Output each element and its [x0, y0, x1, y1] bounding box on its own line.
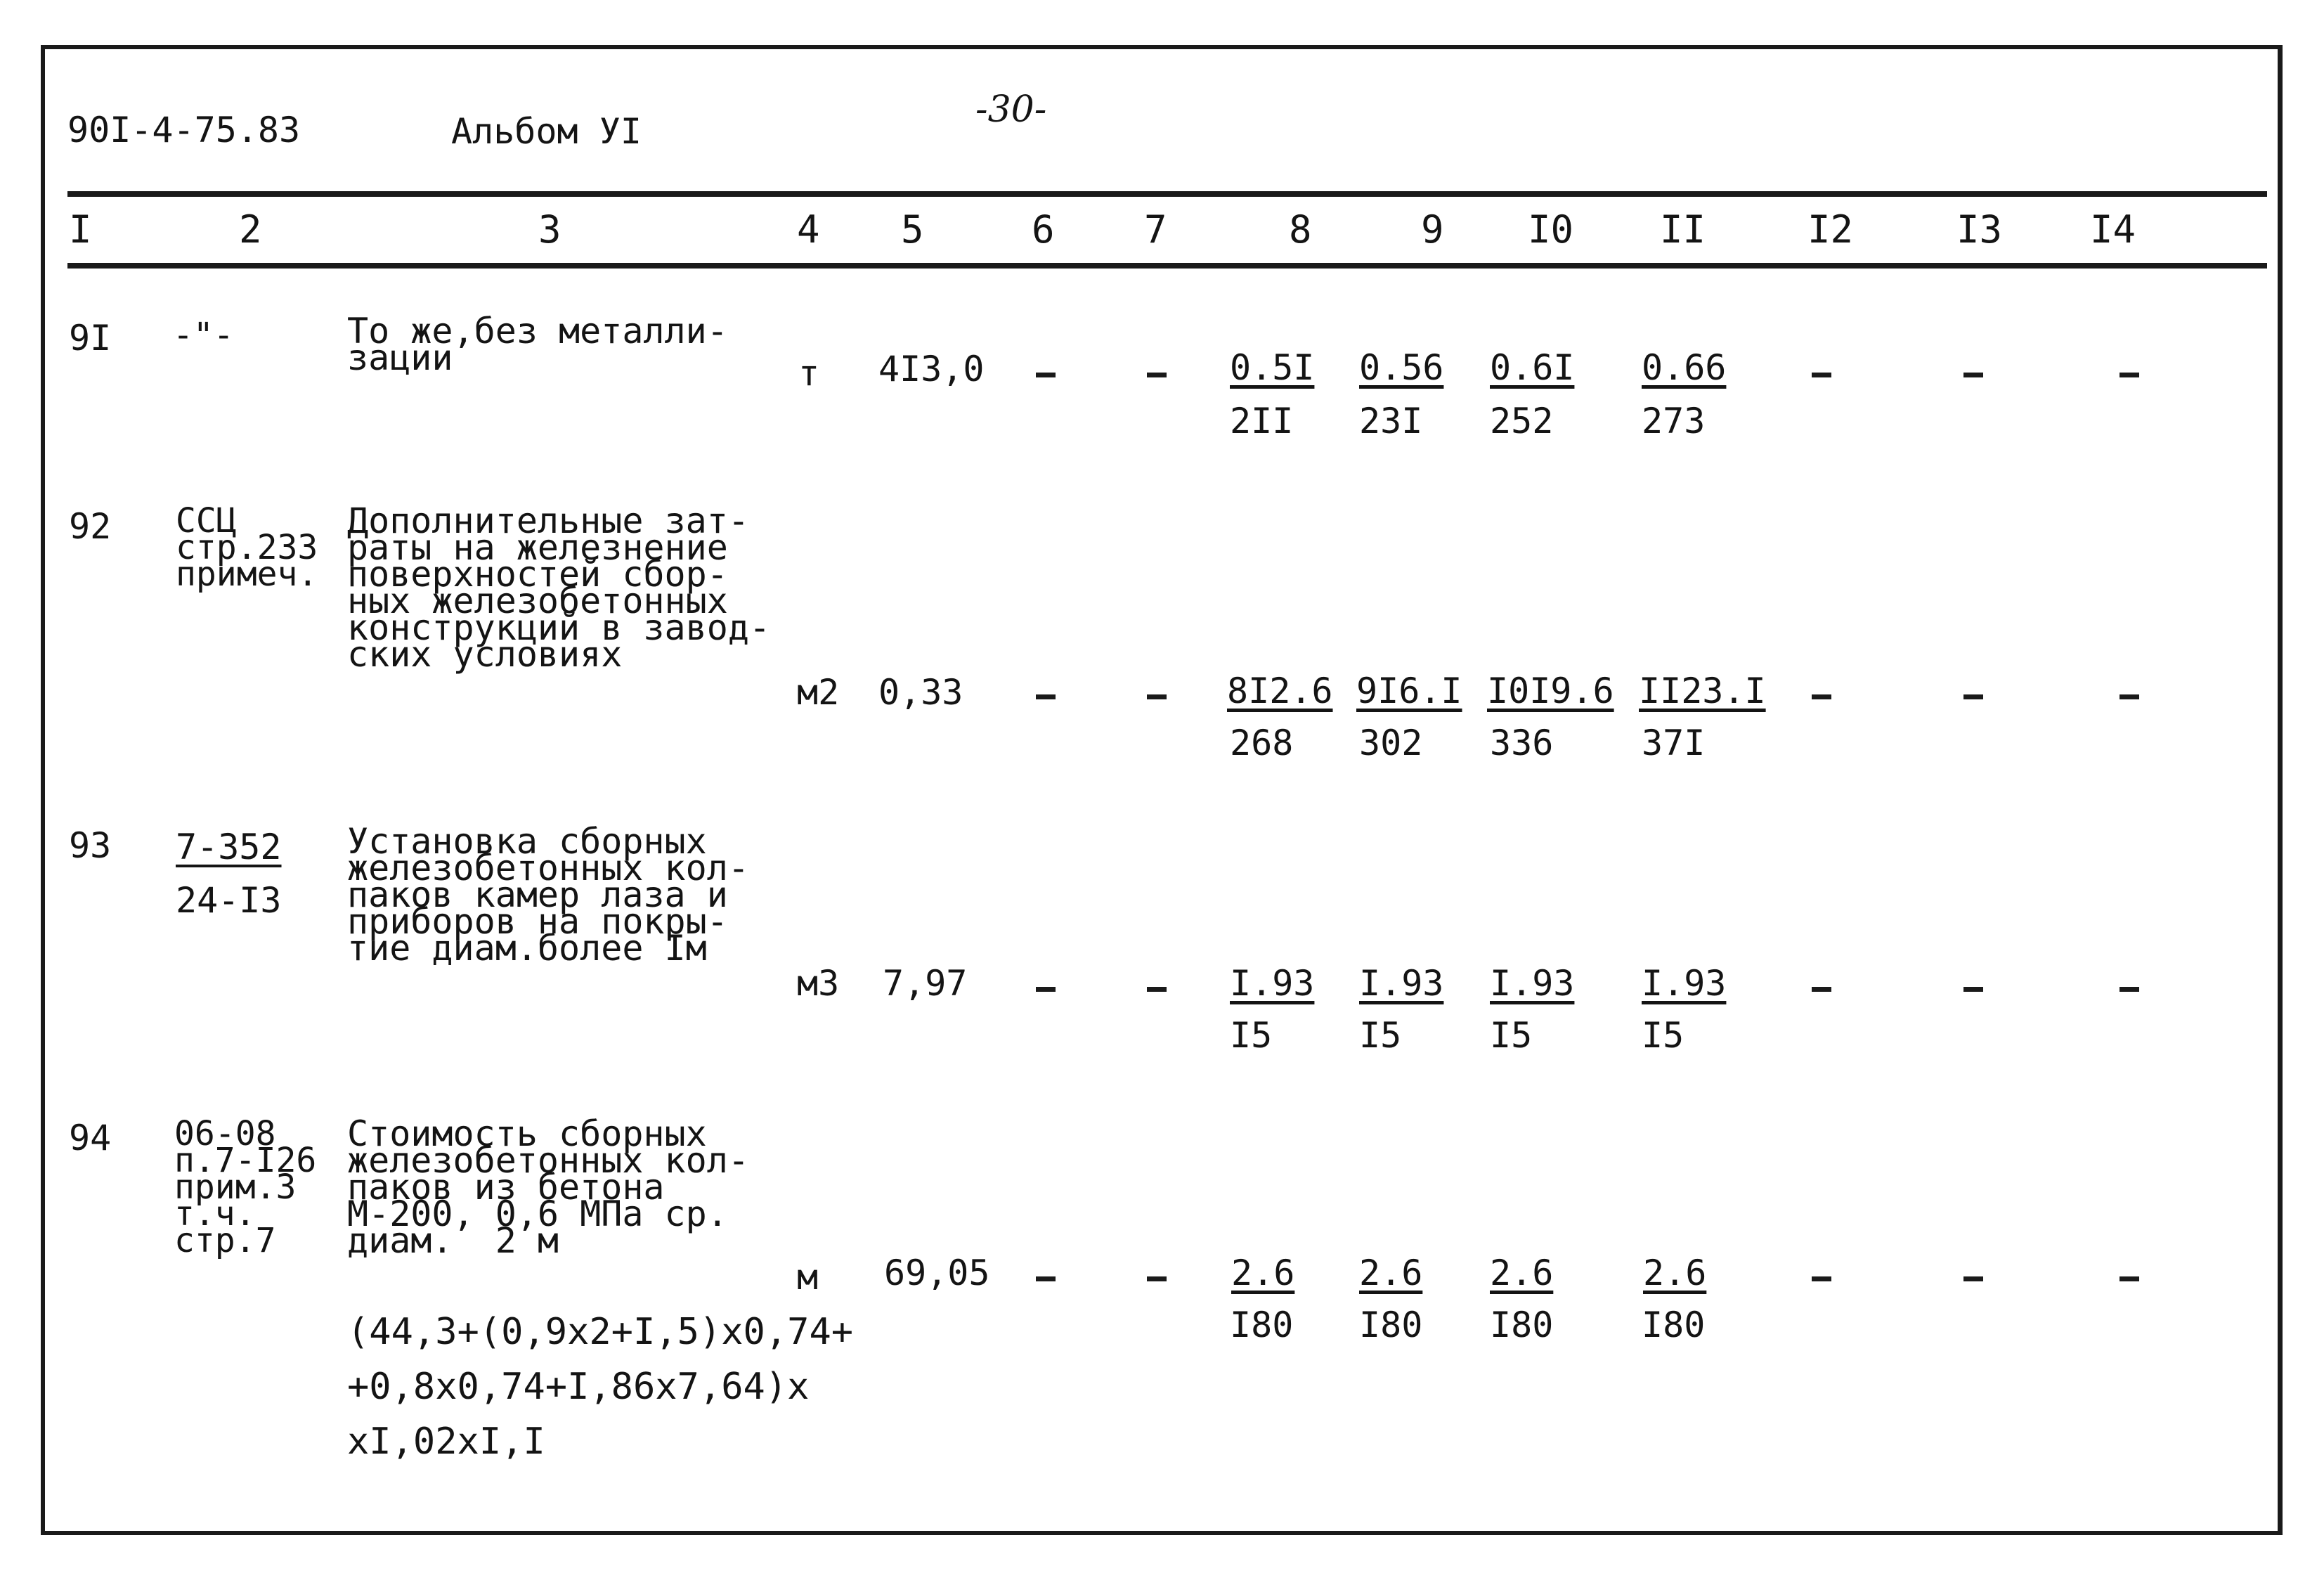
cost-col11: 37I	[1642, 723, 1706, 763]
cost-col9: 302	[1359, 723, 1423, 763]
price-col10: 2.6	[1490, 1253, 1554, 1293]
dash-col14	[2119, 373, 2139, 377]
cost-col10: 336	[1490, 723, 1554, 763]
price-col9: I.93	[1359, 963, 1444, 1004]
page-number: -30-	[975, 89, 1047, 131]
dash-col14	[2119, 987, 2139, 992]
col-header-10: I0	[1528, 207, 1574, 252]
cost-col8: I5	[1230, 1015, 1273, 1056]
unit: м3	[797, 963, 840, 1004]
dash-col6	[1036, 373, 1056, 377]
dash-col12	[1812, 987, 1831, 992]
dash-col13	[1963, 373, 1983, 377]
dash-col14	[2119, 1276, 2139, 1281]
header-rule-top	[67, 191, 2267, 197]
cost-col10: 252	[1490, 401, 1554, 441]
col-header-1: I	[69, 207, 92, 252]
dash-col13	[1963, 694, 1983, 699]
price-col8: 2.6	[1231, 1253, 1295, 1293]
cost-col10: I80	[1490, 1305, 1554, 1345]
col-header-3: 3	[538, 207, 561, 252]
header-rule-bottom	[67, 263, 2267, 269]
unit: т	[798, 353, 820, 394]
quantity: 4I3,0	[878, 349, 985, 389]
cost-col9: I80	[1359, 1305, 1423, 1345]
row-number: 9I	[69, 318, 112, 358]
price-col11: 0.66	[1642, 347, 1727, 388]
dash-col7	[1147, 987, 1167, 992]
dash-col12	[1812, 373, 1831, 377]
dash-col7	[1147, 1276, 1167, 1281]
row-number: 92	[69, 506, 112, 547]
col-header-6: 6	[1032, 207, 1055, 252]
col-header-9: 9	[1421, 207, 1444, 252]
document-number: 90I-4-75.83	[67, 110, 301, 150]
reference-code-top: 7-352	[176, 827, 282, 867]
col-header-7: 7	[1144, 207, 1167, 252]
work-description: То же,без металли- зации	[347, 311, 728, 378]
cost-col8: 2II	[1230, 401, 1294, 441]
dash-col13	[1963, 987, 1983, 992]
reference-code-bottom: 24-I3	[176, 880, 282, 921]
price-col11: I.93	[1642, 963, 1727, 1004]
price-col11: 2.6	[1643, 1253, 1707, 1293]
price-col10: I0I9.6	[1487, 671, 1614, 711]
col-header-4: 4	[797, 207, 820, 252]
row-number: 93	[69, 825, 112, 866]
cost-col11: I80	[1642, 1305, 1706, 1345]
dash-col7	[1147, 373, 1167, 377]
col-header-5: 5	[901, 207, 924, 252]
col-header-8: 8	[1289, 207, 1312, 252]
dash-col6	[1036, 987, 1056, 992]
cost-formula: (44,3+(0,9х2+I,5)х0,74+ +0,8х0,74+I,86х7,64)х хI,02хI,I	[347, 1311, 854, 1463]
dash-col12	[1812, 694, 1831, 699]
price-col11: II23.I	[1639, 671, 1766, 711]
quantity: 7,97	[883, 963, 968, 1004]
dash-col7	[1147, 694, 1167, 699]
dash-col14	[2119, 694, 2139, 699]
work-description: Стоимость сборных железобетонных кол- паков из бетона М-200, 0,6 МПа ср. диам. 2 м	[347, 1113, 749, 1261]
dash-col6	[1036, 1276, 1056, 1281]
price-col8: 8I2.6	[1227, 671, 1333, 711]
reference-code: ССЦ стр.233 примеч.	[176, 501, 318, 594]
dash-col13	[1963, 1276, 1983, 1281]
work-description: Установка сборных железобетонных кол- паков камер лаза и приборов на покры- тие диам.более Iм	[347, 821, 749, 969]
price-col10: I.93	[1490, 963, 1575, 1004]
price-col9: 2.6	[1359, 1253, 1423, 1293]
unit: м	[797, 1257, 819, 1298]
cost-col8: 268	[1230, 723, 1294, 763]
col-header-14: I4	[2090, 207, 2136, 252]
dash-col6	[1036, 694, 1056, 699]
quantity: 0,33	[878, 672, 963, 713]
price-col9: 9I6.I	[1356, 671, 1462, 711]
album-label: Альбом УI	[451, 111, 642, 152]
cost-col9: 23I	[1359, 401, 1423, 441]
price-col8: I.93	[1230, 963, 1315, 1004]
quantity: 69,05	[884, 1253, 990, 1293]
cost-col9: I5	[1359, 1015, 1402, 1056]
col-header-11: II	[1660, 207, 1706, 252]
unit: м2	[797, 672, 840, 713]
cost-col11: 273	[1642, 401, 1706, 441]
reference-code: 06-08 п.7-I26 прим.3 т.ч. стр.7	[174, 1114, 317, 1260]
cost-col8: I80	[1230, 1305, 1294, 1345]
work-description: Дополнительные зат- раты на железнение поверхностей сбор- ных железобетонных конструкций в завод- ских условиях	[347, 500, 771, 675]
col-header-2: 2	[239, 207, 262, 252]
cost-col11: I5	[1642, 1015, 1684, 1056]
reference-code: -"-	[173, 316, 234, 355]
row-number: 94	[69, 1118, 112, 1158]
price-col10: 0.6I	[1490, 347, 1575, 388]
dash-col12	[1812, 1276, 1831, 1281]
price-col9: 0.56	[1359, 347, 1444, 388]
col-header-13: I3	[1956, 207, 2003, 252]
col-header-12: I2	[1807, 207, 1854, 252]
price-col8: 0.5I	[1230, 347, 1315, 388]
cost-col10: I5	[1490, 1015, 1533, 1056]
